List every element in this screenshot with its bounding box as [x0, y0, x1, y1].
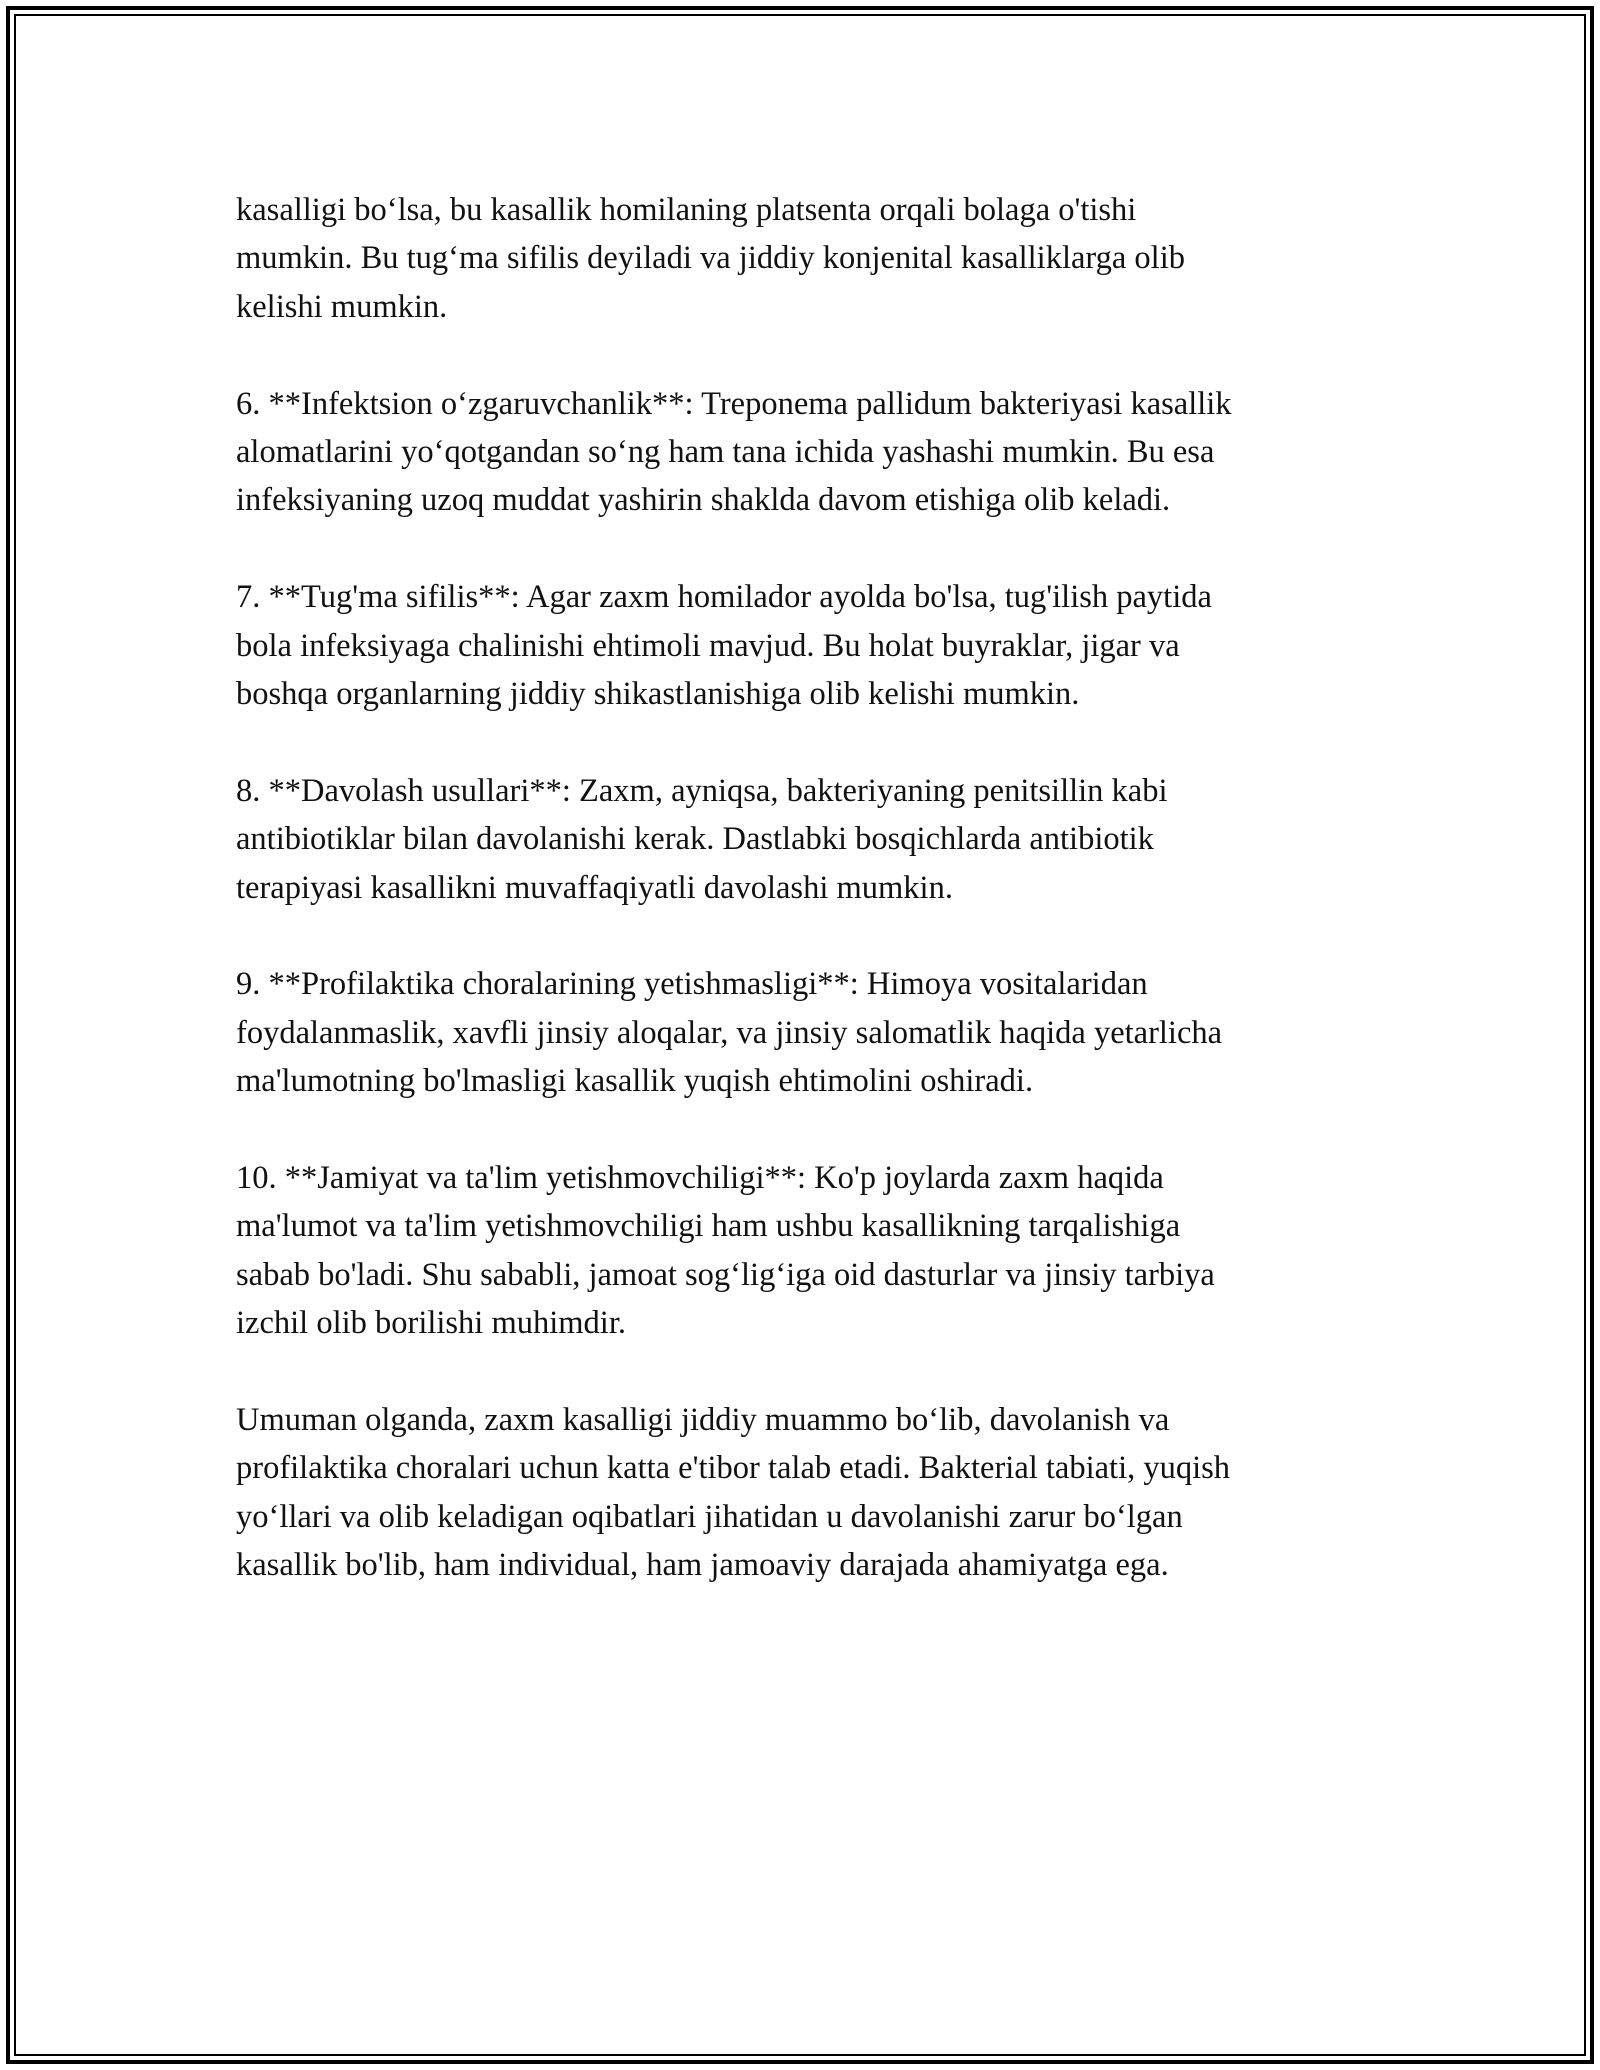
text-line: 7. **Tug'ma sifilis**: Agar zaxm homilador ayolda bo'lsa, tug'ilish paytida — [236, 579, 1212, 616]
text-line: kasallik bo'lib, ham individual, ham jamoaviy darajada ahamiyatga ega. — [236, 1547, 1169, 1584]
paragraph-continuation — [236, 186, 1386, 331]
paragraph-item-10 — [236, 1154, 1386, 1348]
text-line: profilaktika choralari uchun katta e'tibor talab etadi. Bakterial tabiati, yuqish — [236, 1450, 1231, 1487]
text-line: ma'lumot va ta'lim yetishmovchiligi ham ushbu kasallikning tarqalishiga — [236, 1208, 1181, 1245]
text-line: ma'lumotning bo'lmasligi kasallik yuqish ehtimolini oshiradi. — [236, 1063, 1034, 1100]
text-line: 8. **Davolash usullari**: Zaxm, ayniqsa, bakteriyaning penitsillin kabi — [236, 772, 1168, 809]
paragraph-item-6 — [236, 380, 1386, 525]
text-line: mumkin. Bu tug‘ma sifilis deyiladi va jiddiy konjenital kasalliklarga olib — [236, 240, 1185, 277]
text-line: 9. **Profilaktika choralarining yetishmasligi**: Himoya vositalaridan — [236, 966, 1148, 1003]
text-line: bola infeksiyaga chalinishi ehtimoli mavjud. Bu holat buyraklar, jigar va — [236, 627, 1180, 664]
text-line: izchil olib borilishi muhimdir. — [236, 1305, 626, 1342]
text-line: foydalanmaslik, xavfli jinsiy aloqalar, va jinsiy salomatlik haqida yetarlicha — [236, 1014, 1223, 1051]
text-line: kasalligi bo‘lsa, bu kasallik homilaning platsenta orqali bolaga o'tishi — [236, 192, 1137, 228]
document-body — [236, 186, 1386, 1638]
text-line: kelishi mumkin. — [236, 288, 448, 325]
text-line: terapiyasi kasallikni muvaffaqiyatli davolashi mumkin. — [236, 869, 953, 906]
paragraph-item-7 — [236, 573, 1386, 718]
paragraph-item-8 — [236, 767, 1386, 912]
text-line: 6. **Infektsion o‘zgaruvchanlik**: Treponema pallidum bakteriyasi kasallik — [236, 385, 1232, 422]
text-line: yo‘llari va olib keladigan oqibatlari jihatidan u davolanishi zarur bo‘lgan — [236, 1498, 1183, 1535]
text-line: alomatlarini yo‘qotgandan so‘ng ham tana ichida yashashi mumkin. Bu esa — [236, 434, 1215, 471]
paragraph-conclusion — [236, 1396, 1386, 1590]
paragraph-item-9 — [236, 960, 1386, 1105]
text-line: 10. **Jamiyat va ta'lim yetishmovchiligi**: Ko'p joylarda zaxm haqida — [236, 1160, 1164, 1197]
text-line: antibiotiklar bilan davolanishi kerak. Dastlabki bosqichlarda antibiotik — [236, 821, 1154, 858]
text-line: Umuman olganda, zaxm kasalligi jiddiy muammo bo‘lib, davolanish va — [236, 1402, 1170, 1439]
text-line: boshqa organlarning jiddiy shikastlanishiga olib kelishi mumkin. — [236, 676, 1080, 713]
text-line: sabab bo'ladi. Shu sababli, jamoat sog‘lig‘iga oid dasturlar va jinsiy tarbiya — [236, 1256, 1215, 1293]
text-line: infeksiyaning uzoq muddat yashirin shaklda davom etishiga olib keladi. — [236, 482, 1171, 519]
